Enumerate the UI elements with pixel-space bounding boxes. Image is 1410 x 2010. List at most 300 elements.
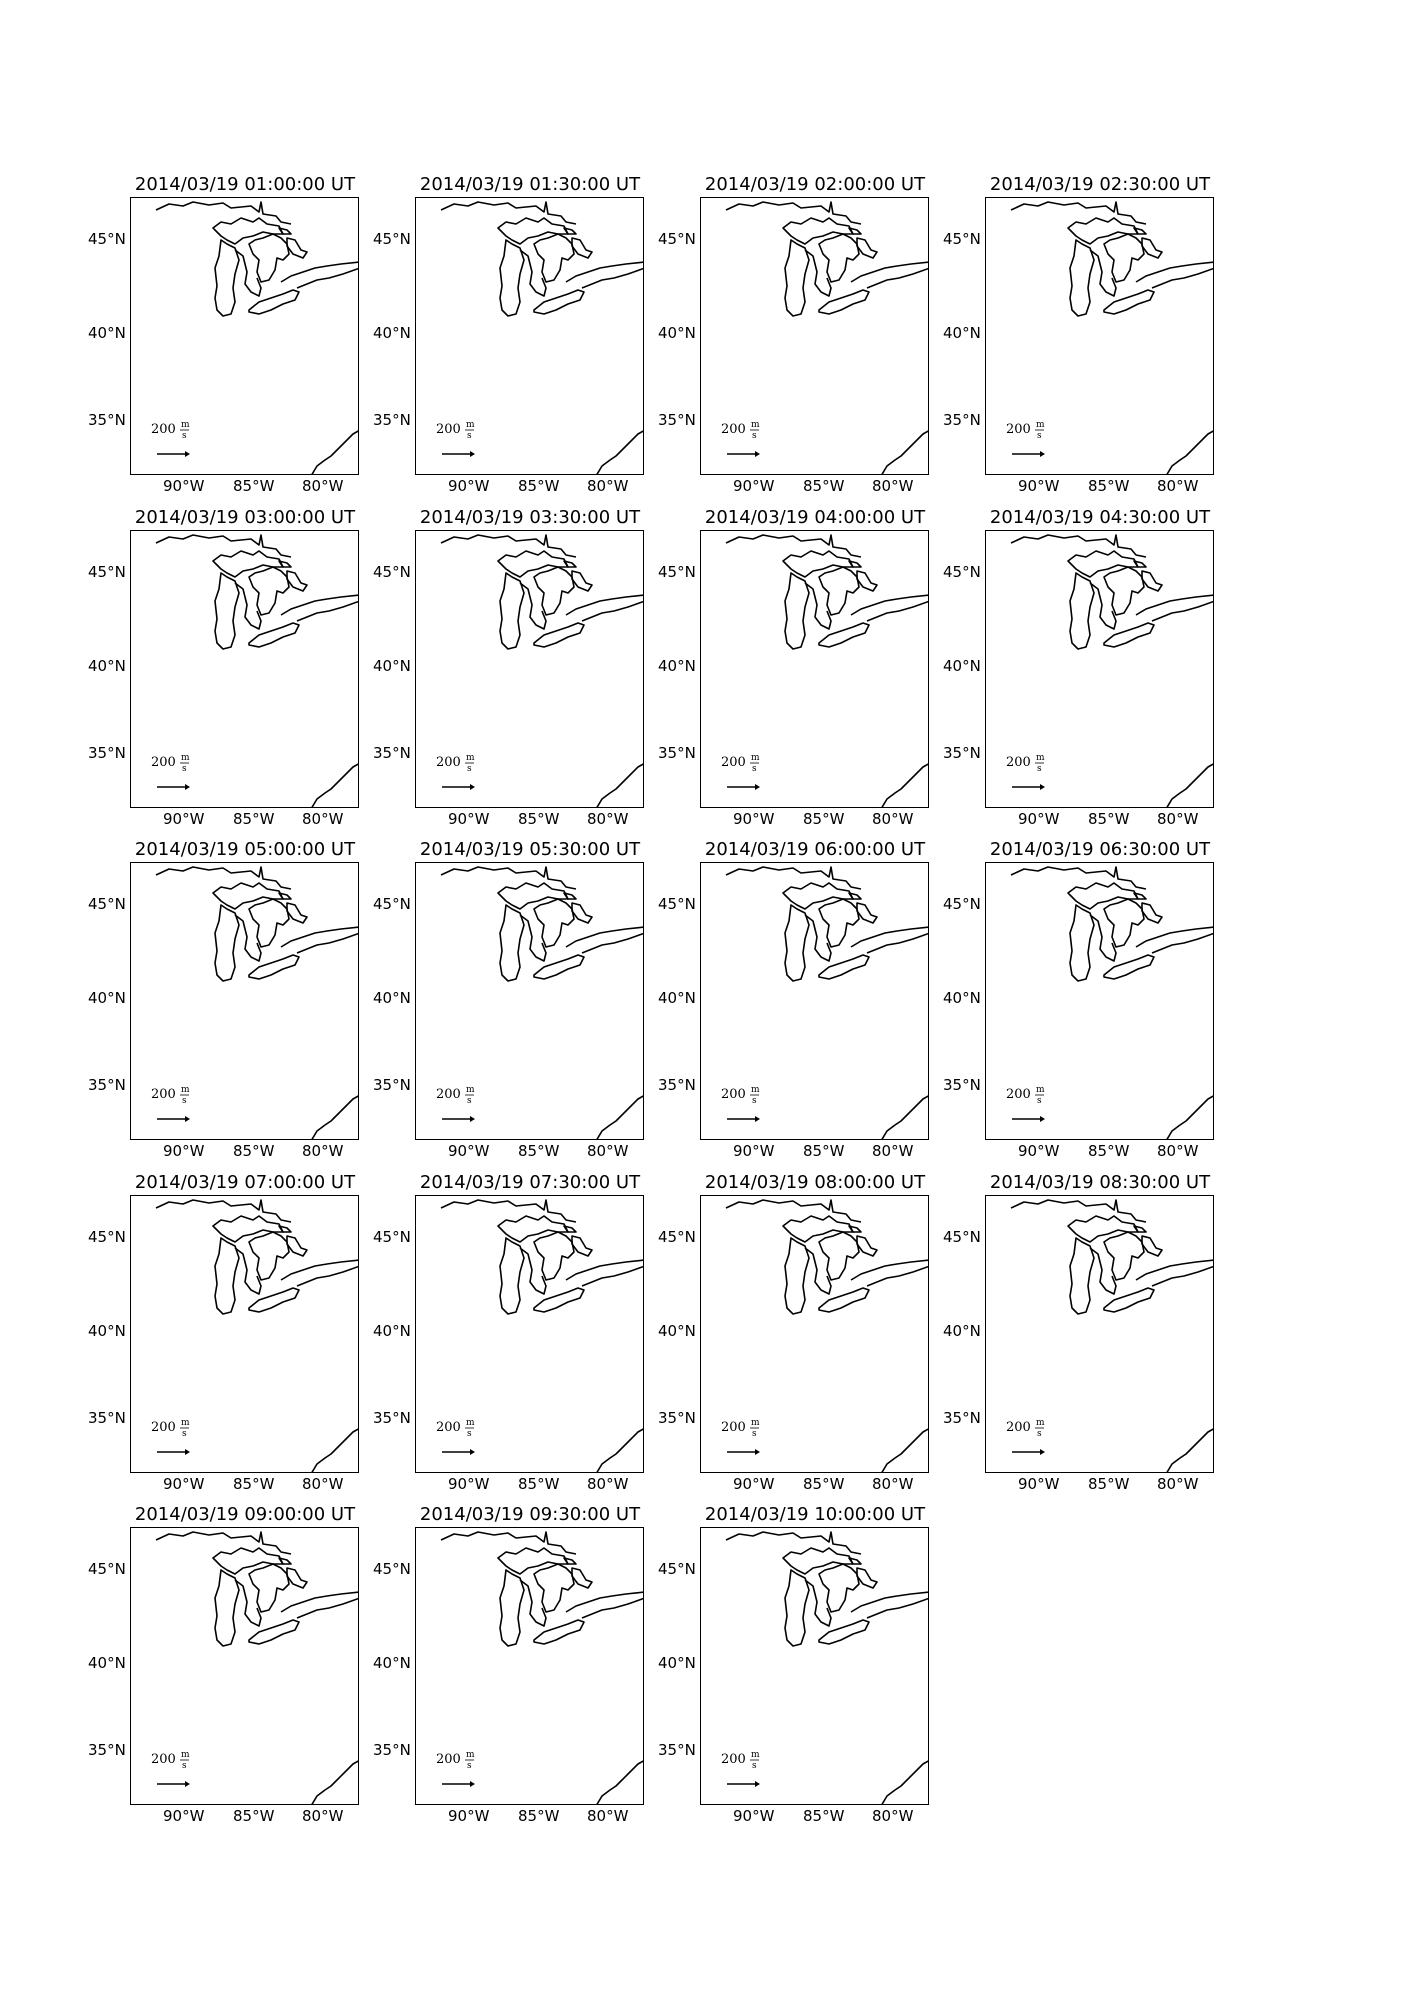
scale-arrow-head-icon bbox=[185, 784, 190, 790]
lake-superior-shore bbox=[783, 883, 853, 909]
isle-royale-shore bbox=[279, 1558, 291, 1564]
scale-arrow-label: 200 bbox=[721, 1087, 746, 1102]
longitude-tick-label: 90°W bbox=[163, 1475, 205, 1493]
atlantic-coast bbox=[596, 1428, 644, 1473]
lake-erie-shore bbox=[534, 955, 584, 979]
atlantic-coast bbox=[1166, 430, 1214, 475]
border-line bbox=[156, 202, 291, 224]
latitude-tick-label: 45°N bbox=[373, 1228, 411, 1246]
panel-title: 2014/03/19 01:00:00 UT bbox=[134, 174, 356, 195]
latitude-tick-label: 45°N bbox=[88, 230, 126, 248]
lake-erie-shore bbox=[1104, 290, 1154, 314]
coastline-map bbox=[701, 198, 929, 475]
longitude-tick-label: 80°W bbox=[872, 810, 914, 828]
border-line bbox=[156, 535, 291, 557]
lake-erie-shore bbox=[819, 1620, 869, 1644]
scale-arrow-head-icon bbox=[1040, 1449, 1045, 1455]
map-frame bbox=[985, 1195, 1214, 1473]
map-frame bbox=[130, 1195, 359, 1473]
lake-huron-shore bbox=[1104, 234, 1144, 282]
border-line bbox=[726, 202, 861, 224]
scale-arrow-label: 200 bbox=[436, 1087, 461, 1102]
latitude-tick-label: 40°N bbox=[658, 324, 696, 342]
longitude-tick-label: 90°W bbox=[448, 1475, 490, 1493]
longitude-tick-label: 90°W bbox=[733, 1807, 775, 1825]
longitude-tick-label: 85°W bbox=[518, 810, 560, 828]
isle-royale-shore bbox=[564, 1558, 576, 1564]
scale-unit-denominator: s bbox=[752, 1761, 757, 1771]
scale-unit-numerator: m bbox=[181, 1085, 190, 1095]
coastline-map bbox=[131, 1528, 359, 1805]
scale-arrow-head-icon bbox=[755, 1781, 760, 1787]
panel-title: 2014/03/19 05:30:00 UT bbox=[419, 839, 641, 860]
georgian-bay-shore bbox=[287, 1568, 307, 1588]
scale-arrow-head-icon bbox=[185, 1449, 190, 1455]
scale-unit-numerator: m bbox=[1036, 420, 1045, 430]
latitude-tick-label: 45°N bbox=[373, 895, 411, 913]
map-panel bbox=[365, 1505, 665, 1835]
scale-unit-denominator: s bbox=[182, 431, 187, 441]
lake-michigan-shore bbox=[500, 1570, 524, 1646]
latitude-tick-label: 35°N bbox=[88, 1741, 126, 1759]
atlantic-coast bbox=[1166, 763, 1214, 808]
scale-unit-numerator: m bbox=[466, 1418, 475, 1428]
panel-title: 2014/03/19 01:30:00 UT bbox=[419, 174, 641, 195]
panel-title: 2014/03/19 05:00:00 UT bbox=[134, 839, 356, 860]
lake-michigan-shore bbox=[785, 905, 809, 981]
coastline-map bbox=[416, 198, 644, 475]
scale-arrow-label: 200 bbox=[436, 1420, 461, 1435]
georgian-bay-shore bbox=[857, 238, 877, 258]
latitude-tick-label: 45°N bbox=[373, 1560, 411, 1578]
latitude-tick-label: 40°N bbox=[373, 657, 411, 675]
map-panel bbox=[365, 1173, 665, 1503]
lake-huron-shore bbox=[1104, 899, 1144, 947]
scale-arrow-label: 200 bbox=[721, 1420, 746, 1435]
latitude-tick-label: 45°N bbox=[943, 563, 981, 581]
map-panel bbox=[650, 508, 950, 838]
lake-michigan-shore bbox=[1070, 1238, 1094, 1314]
lake-erie-shore bbox=[1104, 955, 1154, 979]
scale-unit-denominator: s bbox=[1037, 431, 1042, 441]
map-panel bbox=[935, 1173, 1235, 1503]
latitude-tick-label: 35°N bbox=[943, 744, 981, 762]
atlantic-coast bbox=[311, 763, 359, 808]
longitude-tick-label: 85°W bbox=[233, 1807, 275, 1825]
latitude-tick-label: 40°N bbox=[88, 324, 126, 342]
georgian-bay-shore bbox=[287, 903, 307, 923]
isle-royale-shore bbox=[279, 893, 291, 899]
map-panel bbox=[650, 840, 950, 1170]
longitude-tick-label: 85°W bbox=[803, 1475, 845, 1493]
scale-unit-denominator: s bbox=[1037, 1096, 1042, 1106]
map-frame bbox=[415, 1195, 644, 1473]
lake-erie-shore bbox=[819, 955, 869, 979]
lake-huron-shore bbox=[249, 234, 289, 282]
scale-unit-denominator: s bbox=[752, 431, 757, 441]
map-panel bbox=[650, 1173, 950, 1503]
longitude-tick-label: 90°W bbox=[1018, 810, 1060, 828]
map-frame bbox=[415, 862, 644, 1140]
isle-royale-shore bbox=[849, 1226, 861, 1232]
scale-unit-denominator: s bbox=[182, 1429, 187, 1439]
scale-unit-numerator: m bbox=[466, 753, 475, 763]
panel-title: 2014/03/19 02:00:00 UT bbox=[704, 174, 926, 195]
isle-royale-shore bbox=[849, 228, 861, 234]
isle-royale-shore bbox=[1134, 1226, 1146, 1232]
latitude-tick-label: 40°N bbox=[88, 1654, 126, 1672]
lake-huron-shore bbox=[534, 567, 574, 615]
map-frame bbox=[985, 862, 1214, 1140]
lake-huron-shore bbox=[249, 899, 289, 947]
atlantic-coast bbox=[881, 1095, 929, 1140]
longitude-tick-label: 80°W bbox=[587, 810, 629, 828]
longitude-tick-label: 85°W bbox=[803, 810, 845, 828]
lake-erie-shore bbox=[249, 290, 299, 314]
lake-michigan-shore bbox=[785, 1238, 809, 1314]
lake-michigan-shore bbox=[500, 1238, 524, 1314]
latitude-tick-label: 35°N bbox=[373, 411, 411, 429]
scale-arrow-head-icon bbox=[185, 1116, 190, 1122]
lake-erie-shore bbox=[1104, 623, 1154, 647]
lake-michigan-shore bbox=[500, 573, 524, 649]
lake-huron-shore bbox=[819, 1564, 859, 1612]
lake-superior-shore bbox=[1068, 883, 1138, 909]
latitude-tick-label: 35°N bbox=[373, 1409, 411, 1427]
georgian-bay-shore bbox=[287, 1236, 307, 1256]
latitude-tick-label: 45°N bbox=[373, 230, 411, 248]
longitude-tick-label: 80°W bbox=[872, 1807, 914, 1825]
coastline-map bbox=[416, 531, 644, 808]
scale-unit-numerator: m bbox=[751, 753, 760, 763]
latitude-tick-label: 45°N bbox=[943, 895, 981, 913]
scale-unit-denominator: s bbox=[752, 764, 757, 774]
map-frame bbox=[700, 197, 929, 475]
latitude-tick-label: 35°N bbox=[88, 1076, 126, 1094]
isle-royale-shore bbox=[1134, 893, 1146, 899]
scale-arrow-head-icon bbox=[755, 451, 760, 457]
scale-unit-denominator: s bbox=[467, 1096, 472, 1106]
latitude-tick-label: 35°N bbox=[88, 744, 126, 762]
latitude-tick-label: 40°N bbox=[658, 1322, 696, 1340]
latitude-tick-label: 45°N bbox=[88, 1228, 126, 1246]
atlantic-coast bbox=[311, 430, 359, 475]
latitude-tick-label: 40°N bbox=[658, 1654, 696, 1672]
lake-michigan-shore bbox=[1070, 573, 1094, 649]
georgian-bay-shore bbox=[1142, 1236, 1162, 1256]
lake-superior-shore bbox=[498, 218, 568, 244]
lake-huron-shore bbox=[819, 899, 859, 947]
scale-arrow-head-icon bbox=[185, 451, 190, 457]
scale-arrow-head-icon bbox=[755, 1116, 760, 1122]
scale-arrow-head-icon bbox=[470, 1449, 475, 1455]
isle-royale-shore bbox=[1134, 561, 1146, 567]
isle-royale-shore bbox=[279, 561, 291, 567]
lake-michigan-shore bbox=[785, 573, 809, 649]
longitude-tick-label: 80°W bbox=[872, 477, 914, 495]
scale-unit-denominator: s bbox=[467, 764, 472, 774]
lake-superior-shore bbox=[498, 551, 568, 577]
latitude-tick-label: 35°N bbox=[658, 411, 696, 429]
scale-unit-denominator: s bbox=[182, 1096, 187, 1106]
latitude-tick-label: 40°N bbox=[88, 657, 126, 675]
longitude-tick-label: 80°W bbox=[1157, 477, 1199, 495]
scale-unit-numerator: m bbox=[751, 1085, 760, 1095]
lake-superior-shore bbox=[213, 551, 283, 577]
latitude-tick-label: 40°N bbox=[943, 989, 981, 1007]
lake-erie-shore bbox=[534, 290, 584, 314]
scale-arrow-head-icon bbox=[470, 1781, 475, 1787]
lake-michigan-shore bbox=[1070, 240, 1094, 316]
border-line bbox=[1011, 202, 1146, 224]
border-line bbox=[726, 535, 861, 557]
longitude-tick-label: 85°W bbox=[803, 1807, 845, 1825]
isle-royale-shore bbox=[849, 1558, 861, 1564]
coastline-map bbox=[986, 531, 1214, 808]
lake-huron-shore bbox=[819, 567, 859, 615]
longitude-tick-label: 80°W bbox=[587, 1807, 629, 1825]
latitude-tick-label: 35°N bbox=[943, 1409, 981, 1427]
scale-unit-numerator: m bbox=[181, 1418, 190, 1428]
latitude-tick-label: 35°N bbox=[658, 1741, 696, 1759]
scale-arrow-head-icon bbox=[185, 1781, 190, 1787]
georgian-bay-shore bbox=[1142, 903, 1162, 923]
latitude-tick-label: 45°N bbox=[88, 1560, 126, 1578]
longitude-tick-label: 85°W bbox=[233, 1475, 275, 1493]
map-panel bbox=[80, 175, 380, 505]
panel-title: 2014/03/19 06:30:00 UT bbox=[989, 839, 1211, 860]
latitude-tick-label: 40°N bbox=[373, 324, 411, 342]
georgian-bay-shore bbox=[572, 571, 592, 591]
map-panel bbox=[365, 840, 665, 1170]
latitude-tick-label: 40°N bbox=[88, 1322, 126, 1340]
map-frame bbox=[130, 197, 359, 475]
lake-erie-shore bbox=[249, 1288, 299, 1312]
isle-royale-shore bbox=[279, 228, 291, 234]
scale-arrow-label: 200 bbox=[151, 1752, 176, 1767]
isle-royale-shore bbox=[564, 893, 576, 899]
latitude-tick-label: 45°N bbox=[943, 230, 981, 248]
panel-title: 2014/03/19 08:00:00 UT bbox=[704, 1172, 926, 1193]
latitude-tick-label: 45°N bbox=[88, 563, 126, 581]
scale-arrow-label: 200 bbox=[1006, 1087, 1031, 1102]
lake-huron-shore bbox=[249, 567, 289, 615]
latitude-tick-label: 40°N bbox=[943, 324, 981, 342]
scale-unit-numerator: m bbox=[181, 753, 190, 763]
scale-unit-numerator: m bbox=[466, 420, 475, 430]
lake-huron-shore bbox=[534, 899, 574, 947]
longitude-tick-label: 85°W bbox=[803, 477, 845, 495]
border-line bbox=[441, 1200, 576, 1222]
lake-huron-shore bbox=[534, 1232, 574, 1280]
map-panel bbox=[80, 1505, 380, 1835]
lake-superior-shore bbox=[783, 551, 853, 577]
lake-erie-shore bbox=[249, 623, 299, 647]
coastline-map bbox=[131, 531, 359, 808]
panel-title: 2014/03/19 09:00:00 UT bbox=[134, 1504, 356, 1525]
isle-royale-shore bbox=[564, 1226, 576, 1232]
longitude-tick-label: 85°W bbox=[518, 1475, 560, 1493]
longitude-tick-label: 90°W bbox=[1018, 1475, 1060, 1493]
map-panel bbox=[365, 175, 665, 505]
lake-huron-shore bbox=[534, 1564, 574, 1612]
longitude-tick-label: 90°W bbox=[733, 1142, 775, 1160]
scale-arrow-label: 200 bbox=[151, 1087, 176, 1102]
border-line bbox=[1011, 535, 1146, 557]
georgian-bay-shore bbox=[1142, 238, 1162, 258]
border-line bbox=[1011, 1200, 1146, 1222]
longitude-tick-label: 80°W bbox=[872, 1475, 914, 1493]
scale-unit-numerator: m bbox=[466, 1085, 475, 1095]
lake-erie-shore bbox=[249, 955, 299, 979]
map-frame bbox=[985, 530, 1214, 808]
longitude-tick-label: 85°W bbox=[233, 810, 275, 828]
latitude-tick-label: 40°N bbox=[658, 989, 696, 1007]
lake-michigan-shore bbox=[215, 905, 239, 981]
longitude-tick-label: 90°W bbox=[448, 1807, 490, 1825]
latitude-tick-label: 40°N bbox=[943, 657, 981, 675]
georgian-bay-shore bbox=[857, 1236, 877, 1256]
latitude-tick-label: 45°N bbox=[658, 1560, 696, 1578]
latitude-tick-label: 45°N bbox=[373, 563, 411, 581]
longitude-tick-label: 90°W bbox=[448, 1142, 490, 1160]
scale-arrow-label: 200 bbox=[721, 422, 746, 437]
latitude-tick-label: 45°N bbox=[658, 895, 696, 913]
lake-michigan-shore bbox=[1070, 905, 1094, 981]
coastline-map bbox=[416, 1528, 644, 1805]
lake-superior-shore bbox=[1068, 551, 1138, 577]
lake-superior-shore bbox=[498, 1216, 568, 1242]
coastline-map bbox=[131, 1196, 359, 1473]
longitude-tick-label: 90°W bbox=[1018, 477, 1060, 495]
isle-royale-shore bbox=[564, 561, 576, 567]
panel-title: 2014/03/19 06:00:00 UT bbox=[704, 839, 926, 860]
longitude-tick-label: 85°W bbox=[518, 1142, 560, 1160]
longitude-tick-label: 90°W bbox=[163, 1142, 205, 1160]
longitude-tick-label: 85°W bbox=[518, 1807, 560, 1825]
border-line bbox=[726, 1532, 861, 1554]
scale-arrow-label: 200 bbox=[436, 755, 461, 770]
longitude-tick-label: 90°W bbox=[448, 477, 490, 495]
longitude-tick-label: 80°W bbox=[872, 1142, 914, 1160]
atlantic-coast bbox=[1166, 1428, 1214, 1473]
georgian-bay-shore bbox=[1142, 571, 1162, 591]
longitude-tick-label: 80°W bbox=[587, 477, 629, 495]
panel-title: 2014/03/19 03:30:00 UT bbox=[419, 507, 641, 528]
map-frame bbox=[415, 197, 644, 475]
scale-arrow-label: 200 bbox=[1006, 422, 1031, 437]
latitude-tick-label: 35°N bbox=[943, 1076, 981, 1094]
scale-arrow-label: 200 bbox=[151, 422, 176, 437]
lake-superior-shore bbox=[213, 883, 283, 909]
coastline-map bbox=[701, 1528, 929, 1805]
lake-superior-shore bbox=[213, 1216, 283, 1242]
longitude-tick-label: 90°W bbox=[448, 810, 490, 828]
longitude-tick-label: 80°W bbox=[302, 1142, 344, 1160]
panel-title: 2014/03/19 04:00:00 UT bbox=[704, 507, 926, 528]
border-line bbox=[156, 1532, 291, 1554]
longitude-tick-label: 80°W bbox=[1157, 1475, 1199, 1493]
atlantic-coast bbox=[311, 1095, 359, 1140]
lake-michigan-shore bbox=[215, 573, 239, 649]
lake-erie-shore bbox=[534, 623, 584, 647]
coastline-map bbox=[701, 531, 929, 808]
latitude-tick-label: 45°N bbox=[943, 1228, 981, 1246]
scale-arrow-label: 200 bbox=[1006, 755, 1031, 770]
atlantic-coast bbox=[596, 763, 644, 808]
latitude-tick-label: 40°N bbox=[373, 1322, 411, 1340]
georgian-bay-shore bbox=[572, 1236, 592, 1256]
atlantic-coast bbox=[881, 1428, 929, 1473]
lake-superior-shore bbox=[213, 218, 283, 244]
georgian-bay-shore bbox=[572, 1568, 592, 1588]
atlantic-coast bbox=[596, 430, 644, 475]
border-line bbox=[441, 867, 576, 889]
lake-erie-shore bbox=[1104, 1288, 1154, 1312]
coastline-map bbox=[131, 198, 359, 475]
lake-erie-shore bbox=[819, 290, 869, 314]
map-frame bbox=[415, 1527, 644, 1805]
latitude-tick-label: 35°N bbox=[658, 744, 696, 762]
atlantic-coast bbox=[1166, 1095, 1214, 1140]
lake-michigan-shore bbox=[500, 905, 524, 981]
panel-title: 2014/03/19 09:30:00 UT bbox=[419, 1504, 641, 1525]
scale-unit-denominator: s bbox=[182, 1761, 187, 1771]
panel-title: 2014/03/19 10:00:00 UT bbox=[704, 1504, 926, 1525]
longitude-tick-label: 85°W bbox=[518, 477, 560, 495]
georgian-bay-shore bbox=[572, 238, 592, 258]
isle-royale-shore bbox=[849, 561, 861, 567]
border-line bbox=[726, 867, 861, 889]
map-frame bbox=[130, 862, 359, 1140]
lake-huron-shore bbox=[1104, 567, 1144, 615]
georgian-bay-shore bbox=[287, 238, 307, 258]
scale-arrow-label: 200 bbox=[721, 755, 746, 770]
atlantic-coast bbox=[311, 1760, 359, 1805]
scale-arrow-head-icon bbox=[470, 784, 475, 790]
isle-royale-shore bbox=[564, 228, 576, 234]
longitude-tick-label: 85°W bbox=[233, 1142, 275, 1160]
latitude-tick-label: 40°N bbox=[88, 989, 126, 1007]
scale-unit-numerator: m bbox=[1036, 1085, 1045, 1095]
scale-arrow-head-icon bbox=[755, 1449, 760, 1455]
scale-arrow-label: 200 bbox=[151, 1420, 176, 1435]
lake-superior-shore bbox=[1068, 218, 1138, 244]
scale-unit-denominator: s bbox=[752, 1096, 757, 1106]
latitude-tick-label: 35°N bbox=[88, 411, 126, 429]
map-panel bbox=[80, 1173, 380, 1503]
map-panel bbox=[650, 1505, 950, 1835]
map-panel bbox=[80, 840, 380, 1170]
scale-unit-numerator: m bbox=[751, 420, 760, 430]
coastline-map bbox=[986, 1196, 1214, 1473]
lake-michigan-shore bbox=[785, 240, 809, 316]
border-line bbox=[156, 867, 291, 889]
longitude-tick-label: 90°W bbox=[733, 810, 775, 828]
lake-superior-shore bbox=[1068, 1216, 1138, 1242]
lake-erie-shore bbox=[819, 623, 869, 647]
scale-unit-numerator: m bbox=[466, 1750, 475, 1760]
latitude-tick-label: 35°N bbox=[373, 1741, 411, 1759]
map-frame bbox=[130, 530, 359, 808]
coastline-map bbox=[701, 1196, 929, 1473]
longitude-tick-label: 90°W bbox=[1018, 1142, 1060, 1160]
map-panel bbox=[935, 840, 1235, 1170]
latitude-tick-label: 45°N bbox=[658, 230, 696, 248]
atlantic-coast bbox=[596, 1095, 644, 1140]
scale-arrow-head-icon bbox=[1040, 784, 1045, 790]
coastline-map bbox=[701, 863, 929, 1140]
